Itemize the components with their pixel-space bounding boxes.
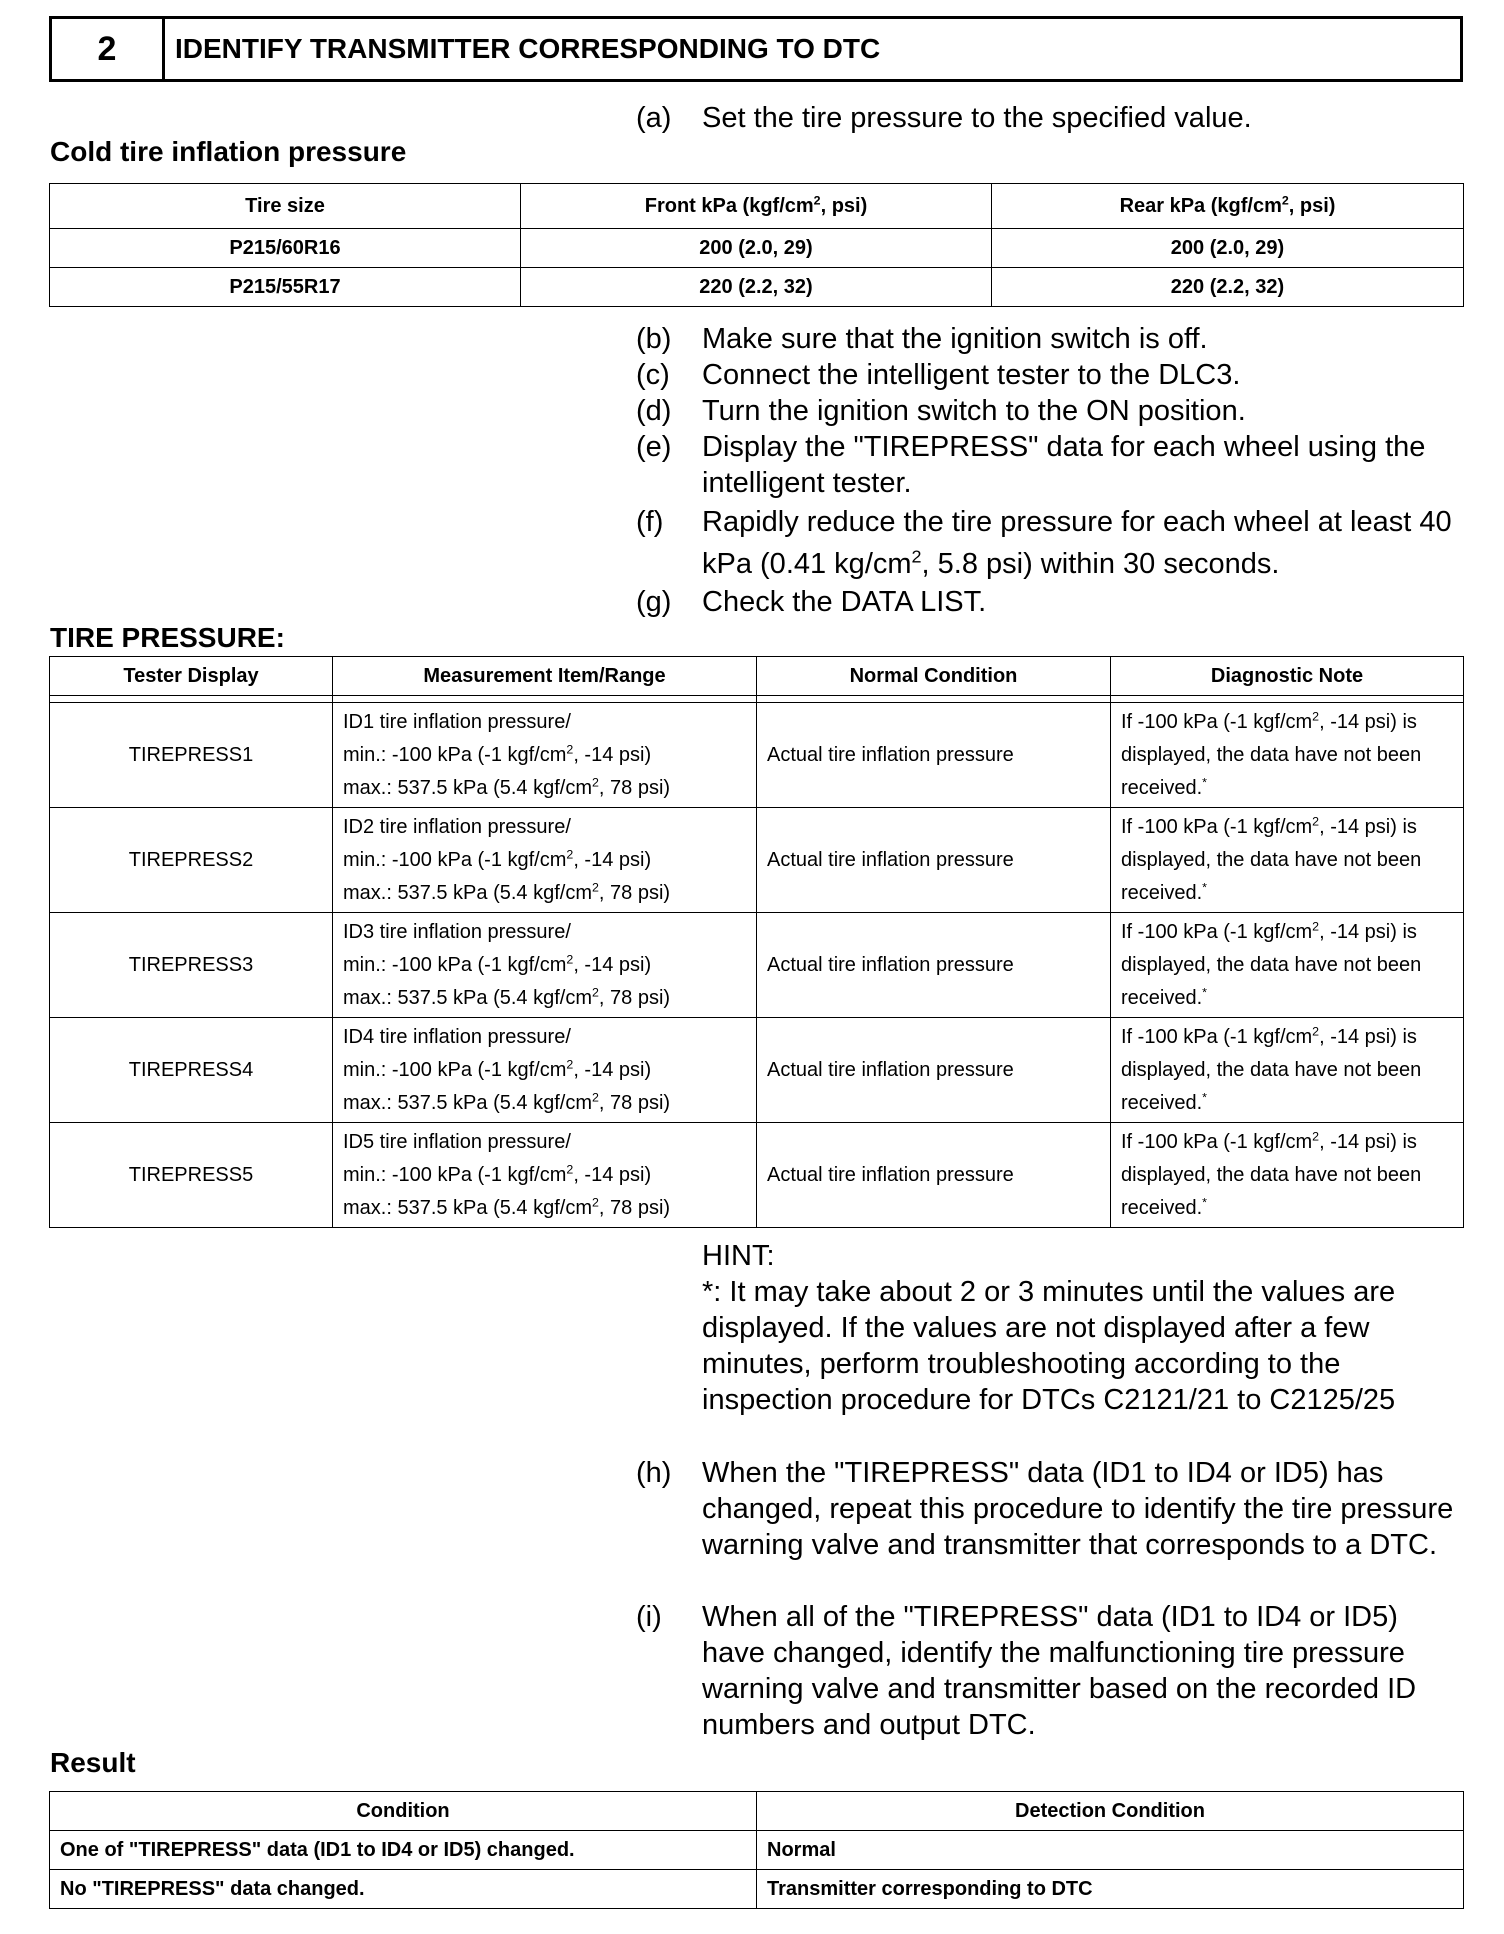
cell-detection: Transmitter corresponding to DTC	[757, 1870, 1464, 1909]
step-label: (e)	[636, 431, 672, 463]
table-row	[50, 1870, 1464, 1909]
header-measurement: Measurement Item/Range	[333, 657, 757, 696]
cell-measurement: ID5 tire inflation pressure/ min.: -100 kPa (-1 kgf/$cm^2$, -14 psi) max.: 537.5 kPa (5.4 kgf/$cm^2$, 78 psi)	[333, 1123, 757, 1228]
cell-front: 220 (2.2, 32)	[521, 268, 992, 307]
cell-display: TIREPRESS2	[50, 808, 333, 913]
step-g	[636, 584, 1468, 620]
step-text: Check the DATA LIST.	[702, 586, 987, 618]
step-label: (d)	[636, 395, 672, 427]
table-row	[50, 1831, 1464, 1870]
table-header-row	[50, 1792, 1464, 1831]
tire-pressure-table	[49, 656, 1464, 1228]
step-text: When the "TIREPRESS" data (ID1 to ID4 or ID5) has changed, repeat this procedure to identify the tire pressure warning valve and transmitter that corresponds to a DTC.	[702, 1457, 1454, 1561]
header-condition: Condition	[50, 1792, 757, 1831]
cell-rear: 220 (2.2, 32)	[992, 268, 1464, 307]
table-row	[50, 1018, 1464, 1123]
step-i	[636, 1599, 1468, 1743]
table-row	[50, 229, 1464, 268]
table-header-row	[50, 184, 1464, 229]
step-label: (i)	[636, 1601, 662, 1633]
table-row	[50, 703, 1464, 808]
cell-note: If -100 kPa (-1 kgf/$cm^2$, -14 psi) is displayed, the data have not been received.*	[1111, 808, 1464, 913]
cell-normal: Actual tire inflation pressure	[757, 1018, 1111, 1123]
cell-front: 200 (2.0, 29)	[521, 229, 992, 268]
header-normal: Normal Condition	[757, 657, 1111, 696]
cell-condition: No "TIREPRESS" data changed.	[50, 1870, 757, 1909]
cell-measurement: ID2 tire inflation pressure/ min.: -100 kPa (-1 kgf/$cm^2$, -14 psi) max.: 537.5 kPa (5.4 kgf/$cm^2$, 78 psi)	[333, 808, 757, 913]
step-text: Rapidly reduce the tire pressure for each wheel at least 40 kPa (0.41 $kg/cm^2$, 5.8 psi) within 30 seconds.	[702, 506, 1452, 580]
step-label: (h)	[636, 1457, 672, 1489]
cell-normal: Actual tire inflation pressure	[757, 703, 1111, 808]
step-label: (g)	[636, 586, 672, 618]
table-row	[50, 1123, 1464, 1228]
cell-measurement: ID3 tire inflation pressure/ min.: -100 kPa (-1 kgf/$cm^2$, -14 psi) max.: 537.5 kPa (5.4 kgf/$cm^2$, 78 psi)	[333, 913, 757, 1018]
step-text: Make sure that the ignition switch is off.	[702, 323, 1208, 355]
step-f	[636, 501, 1468, 585]
step-text: Display the "TIREPRESS" data for each wheel using the intelligent tester.	[702, 431, 1426, 499]
table-row	[50, 268, 1464, 307]
step-a	[636, 100, 1468, 136]
hint-block	[702, 1238, 1462, 1418]
cell-display: TIREPRESS5	[50, 1123, 333, 1228]
step-text: Set the tire pressure to the specified value.	[702, 102, 1252, 134]
cell-note: If -100 kPa (-1 kgf/$cm^2$, -14 psi) is displayed, the data have not been received.*	[1111, 1123, 1464, 1228]
header-tire-size: Tire size	[50, 184, 521, 229]
header-note: Diagnostic Note	[1111, 657, 1464, 696]
cell-note: If -100 kPa (-1 kgf/$cm^2$, -14 psi) is displayed, the data have not been received.*	[1111, 1018, 1464, 1123]
step-b	[636, 321, 1468, 357]
step-number: 2	[52, 19, 165, 79]
step-title: IDENTIFY TRANSMITTER CORRESPONDING TO DTC	[175, 33, 881, 64]
result-table	[49, 1791, 1464, 1909]
step-d	[636, 393, 1468, 429]
cell-size: P215/55R17	[50, 268, 521, 307]
step-text: When all of the "TIREPRESS" data (ID1 to ID4 or ID5) have changed, identify the malfunctioning tire pressure warning valve and transmitter based on the recorded ID numbers and output DTC.	[702, 1601, 1417, 1741]
step-label: (f)	[636, 506, 664, 538]
header-rear: Rear kPa ($kgf/cm^2$, psi)	[992, 184, 1464, 229]
step-text: Connect the intelligent tester to the DLC3.	[702, 359, 1241, 391]
table-row	[50, 913, 1464, 1018]
cell-note: If -100 kPa (-1 kgf/$cm^2$, -14 psi) is displayed, the data have not been received.*	[1111, 913, 1464, 1018]
header-front: Front kPa ($kgf/cm^2$, psi)	[521, 184, 992, 229]
table-header-row	[50, 657, 1464, 696]
cell-condition: One of "TIREPRESS" data (ID1 to ID4 or ID5) changed.	[50, 1831, 757, 1870]
cold-tire-table	[49, 183, 1464, 307]
cell-display: TIREPRESS4	[50, 1018, 333, 1123]
header-tester-display: Tester Display	[50, 657, 333, 696]
tire-pressure-title: TIRE PRESSURE:	[50, 622, 285, 653]
step-label: (a)	[636, 102, 672, 134]
step-c	[636, 357, 1468, 393]
step-label: (b)	[636, 323, 672, 355]
cell-note: If -100 kPa (-1 kgf/$cm^2$, -14 psi) is displayed, the data have not been received.*	[1111, 703, 1464, 808]
header-detection: Detection Condition	[757, 1792, 1464, 1831]
cell-normal: Actual tire inflation pressure	[757, 1123, 1111, 1228]
step-label: (c)	[636, 359, 670, 391]
cell-rear: 200 (2.0, 29)	[992, 229, 1464, 268]
cell-measurement: ID1 tire inflation pressure/ min.: -100 kPa (-1 kgf/$cm^2$, -14 psi) max.: 537.5 kPa (5.4 kgf/$cm^2$, 78 psi)	[333, 703, 757, 808]
cell-normal: Actual tire inflation pressure	[757, 913, 1111, 1018]
cell-detection: Normal	[757, 1831, 1464, 1870]
step-e	[636, 429, 1468, 501]
result-title: Result	[50, 1747, 136, 1778]
hint-label: HINT:	[702, 1240, 775, 1272]
cell-measurement: ID4 tire inflation pressure/ min.: -100 kPa (-1 kgf/$cm^2$, -14 psi) max.: 537.5 kPa (5.4 kgf/$cm^2$, 78 psi)	[333, 1018, 757, 1123]
table-spacer	[50, 696, 1464, 703]
step-h	[636, 1455, 1468, 1563]
cell-normal: Actual tire inflation pressure	[757, 808, 1111, 913]
cell-display: TIREPRESS3	[50, 913, 333, 1018]
hint-text: *: It may take about 2 or 3 minutes until the values are displayed. If the values are not displayed after a few minutes, perform troubleshooting according to the inspection procedure for DTCs C2121/21 to C2125/25	[702, 1276, 1396, 1416]
cell-display: TIREPRESS1	[50, 703, 333, 808]
cold-tire-title: Cold tire inflation pressure	[50, 136, 407, 167]
table-row	[50, 808, 1464, 913]
step-header	[49, 16, 1463, 82]
cell-size: P215/60R16	[50, 229, 521, 268]
step-text: Turn the ignition switch to the ON position.	[702, 395, 1246, 427]
